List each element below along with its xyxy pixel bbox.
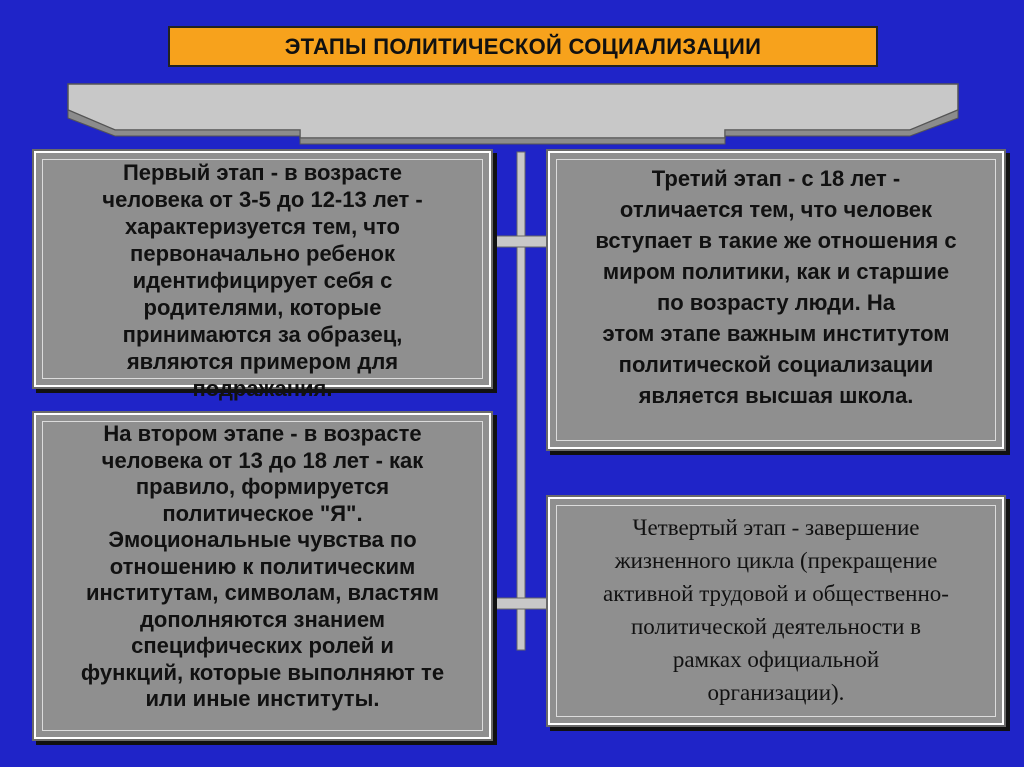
connector-arm-bottom (491, 598, 549, 609)
stage-card-4 (548, 497, 1004, 725)
stage-3-text: Третий этап - с 18 лет - отличается тем, что человек вступает в такие же отношения с миром политики, как и старшие по возрасту люди. На этом этапе важным институтом политической социализации является высшая школа. (595, 166, 957, 408)
stage-card-1 (34, 151, 491, 401)
stage-2-text: На втором этапе - в возрасте человека от 13 до 18 лет - как правило, формируется политическое "Я". Эмоциональные чувства по отношению к политическим институтам, символам, властям дополняются знанием специфических ролей и функций, которые выполняют те или иные институты. (80, 421, 445, 711)
connector-arm-top (491, 236, 549, 247)
connector-stem (517, 152, 525, 650)
stage-4-text: Четвертый этап - завершение жизненного цикла (прекращение активной трудовой и общественно- политической деятельности в рамках официальной организации). (603, 515, 949, 705)
stage-card-3 (548, 151, 1004, 449)
page-title: ЭТАПЫ ПОЛИТИЧЕСКОЙ СОЦИАЛИЗАЦИИ (168, 26, 878, 67)
stage-card-2 (34, 413, 491, 739)
stage-1-text: Первый этап - в возрасте человека от 3-5 до 12-13 лет - характеризуется тем, что первоначально ребенок идентифицирует себя с родителями, которые принимаются за образец, являются примером для подражания. (102, 160, 423, 401)
